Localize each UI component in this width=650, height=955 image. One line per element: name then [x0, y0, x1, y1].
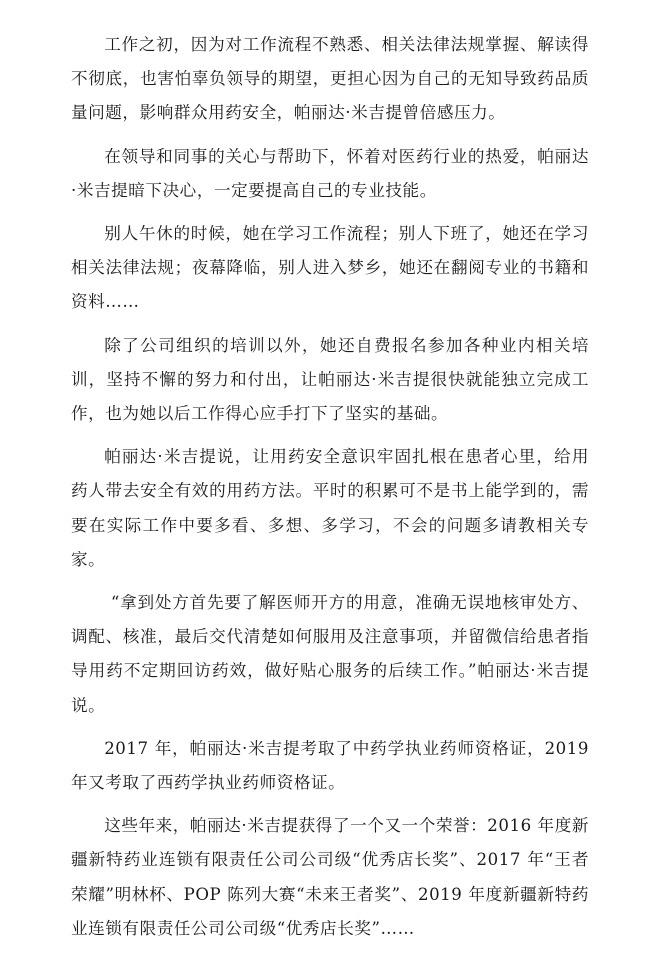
paragraph-certificates: 2017 年，帕丽达·米吉提考取了中药学执业药师资格证，2019 年又考取了西药学执业药师资格证。 — [71, 738, 589, 793]
paragraph-training: 除了公司组织的培训以外，她还自费报名参加各种业内相关培训，坚持不懈的努力和付出，让帕丽达·米吉提很快就能独立完成工作，也为她以后工作得心应手打下了坚实的基础。 — [71, 335, 589, 424]
paragraph-drug-safety: 帕丽达·米吉提说，让用药安全意识牢固扎根在患者心里，给用药人带去安全有效的用药方法。平时的积累可不是书上能学到的，需要在实际工作中要多看、多想、多学习，不会的问题多请教相关专家。 — [71, 447, 589, 569]
paragraph-quote: “拿到处方首先要了解医师开方的用意，准确无误地核审处方、调配、核准，最后交代清楚如何服用及注意事项，并留微信给患者指导用药不定期回访药效，做好贴心服务的后续工作。”帕丽达·米吉提说。 — [71, 593, 589, 715]
article-body — [71, 28, 589, 955]
paragraph-self-study: 别人午休的时候，她在学习工作流程；别人下班了，她还在学习相关法律法规；夜幕降临，别人进入梦乡，她还在翻阅专业的书籍和资料…… — [71, 224, 589, 312]
paragraph-determination: 在领导和同事的关心与帮助下，怀着对医药行业的热爱，帕丽达·米吉提暗下决心，一定要提高自己的专业技能。 — [71, 146, 589, 200]
paragraph-honors: 这些年来，帕丽达·米吉提获得了一个又一个荣誉：2016 年度新疆新特药业连锁有限责任公司公司级“优秀店长奖”、2017 年“王者荣耀”明林杯、POP 陈列大赛“未来王者奖”、2019 年度新疆新特药业连锁有限责任公司公司级“优秀店长奖”…… — [71, 816, 589, 938]
paragraph-work-beginning: 工作之初，因为对工作流程不熟悉、相关法律法规掌握、解读得不彻底，也害怕辜负领导的期望，更担心因为自己的无知导致药品质量问题，影响群众用药安全，帕丽达·米吉提曾倍感压力。 — [71, 35, 589, 123]
